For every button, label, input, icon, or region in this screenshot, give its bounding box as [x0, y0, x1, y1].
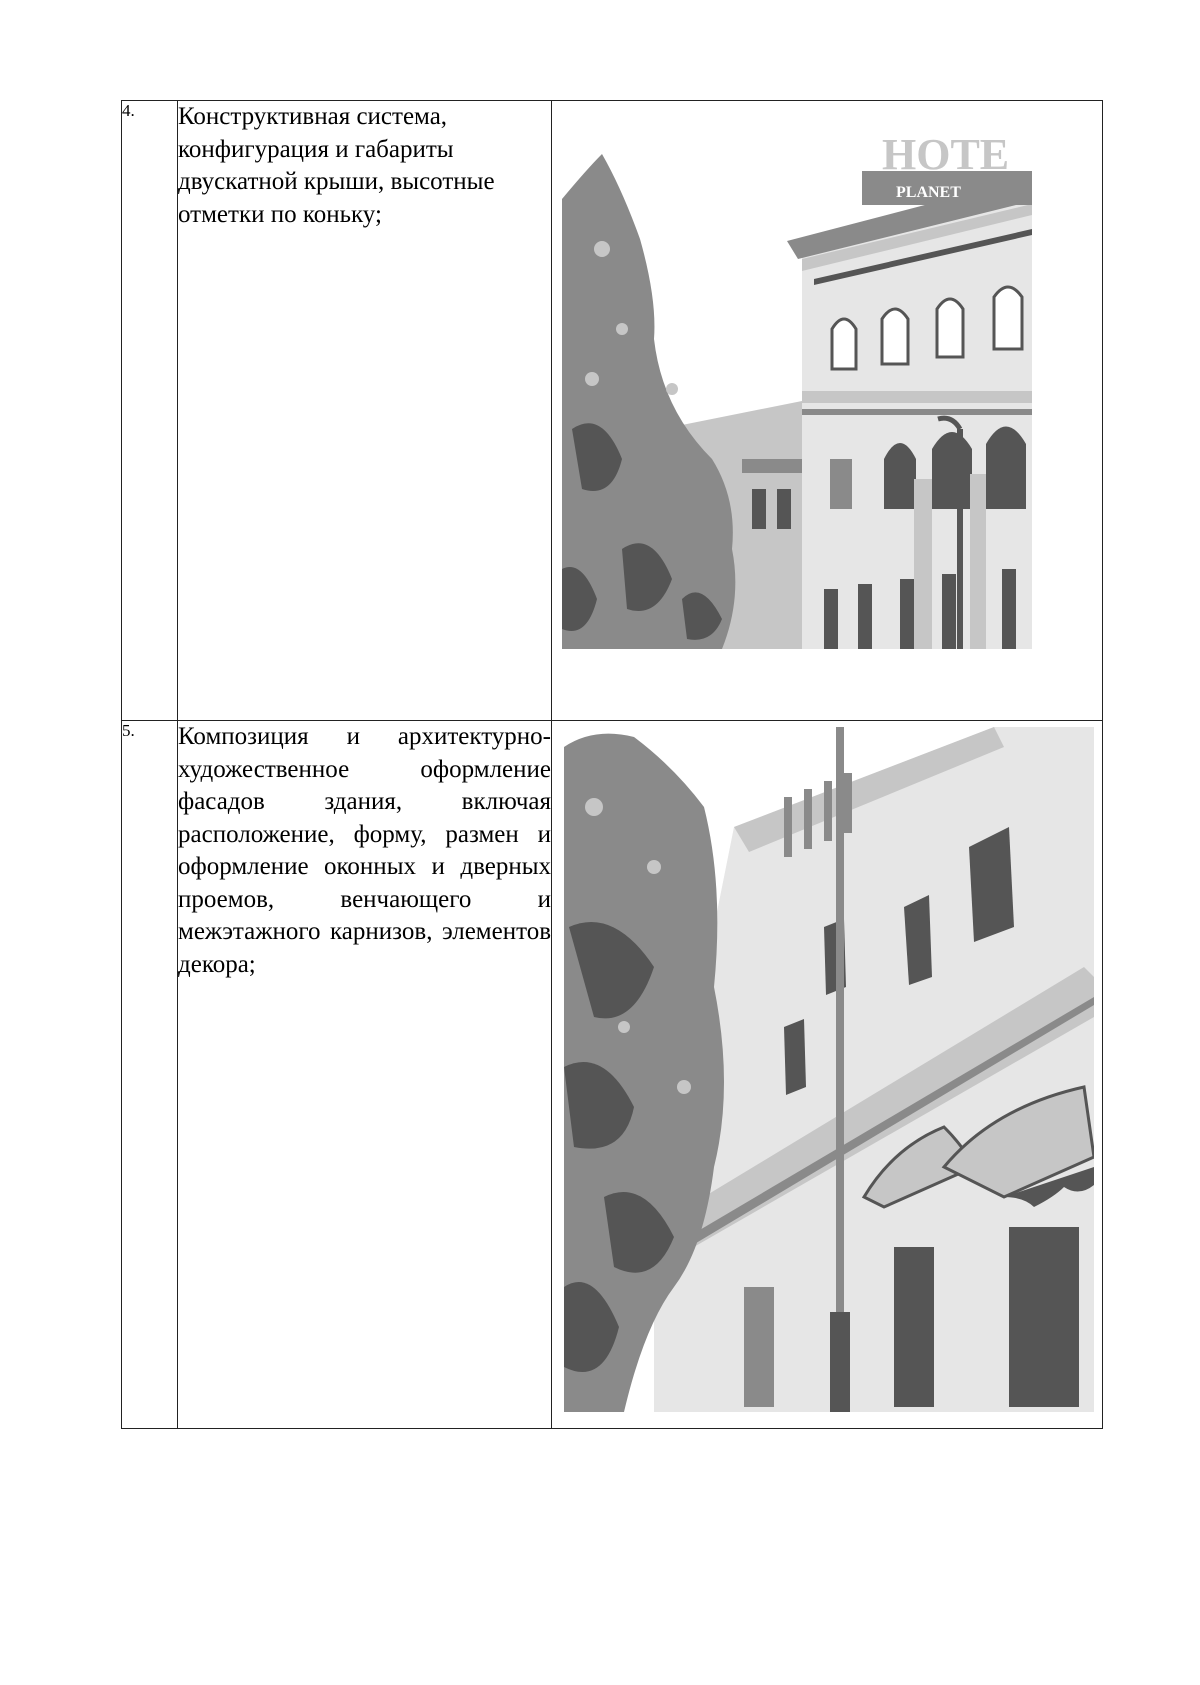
row-description: Композиция и архитектурно-художественное оформление фасадов здания, включая расположение, форму, размен и оформление оконных и дверных проемов, венчающего и межэтажного карнизов, элементов декора; — [178, 721, 552, 1429]
row-number: 5. — [122, 721, 178, 1429]
hotel-sign-text: HOTE — [882, 130, 1010, 179]
photo-cell — [552, 101, 1103, 721]
facade-awnings-photo — [564, 727, 1094, 1412]
row-description: Конструктивная система, конфигурация и габариты двускатной крыши, высотные отметки по коньку; — [178, 101, 552, 721]
table-row — [122, 721, 1103, 1429]
hotel-sign-subtext: PLANET — [896, 184, 961, 201]
hotel-roof-photo — [562, 129, 1092, 649]
photo-cell — [552, 721, 1103, 1429]
table-row — [122, 101, 1103, 721]
row-number: 4. — [122, 101, 178, 721]
registry-table — [121, 100, 1103, 1429]
